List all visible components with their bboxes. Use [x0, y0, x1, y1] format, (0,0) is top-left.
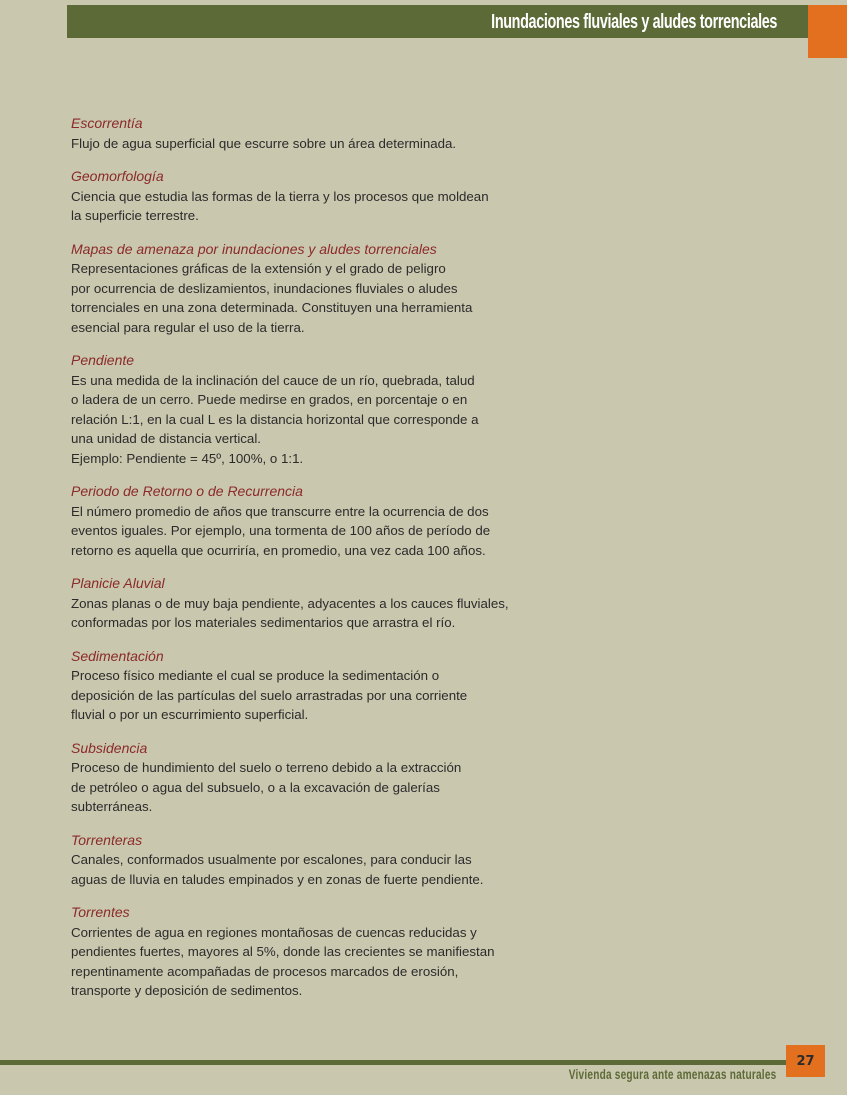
glossary-definition-line: una unidad de distancia vertical. [71, 431, 261, 446]
glossary-term: Torrenteras [71, 831, 143, 848]
glossary-entry [71, 114, 551, 153]
glossary-term: Sedimentación [71, 647, 164, 664]
glossary-definition-line: o ladera de un cerro. Puede medirse en grados, en porcentaje o en [71, 392, 468, 407]
page-number: 27 [786, 1045, 825, 1077]
glossary-definition-line: Flujo de agua superficial que escurre sobre un área determinada. [71, 135, 457, 151]
glossary-definition-line: Ciencia que estudia las formas de la tierra y los procesos que moldean [71, 188, 489, 204]
glossary-term: Planicie Aluvial [71, 575, 165, 591]
glossary-definition-line: retorno es aquella que ocurriría, en promedio, una vez cada 100 años. [71, 542, 486, 558]
glossary-definition-line: repentinamente acompañadas de procesos marcados de erosión, [71, 963, 459, 979]
glossary-entry [71, 903, 551, 1001]
glossary-entry [71, 739, 551, 817]
glossary-term: Pendiente [71, 352, 135, 368]
glossary-definition-line: relación L:1, en la cual L es la distancia horizontal que corresponde a [71, 411, 479, 427]
glossary-entry [71, 647, 551, 725]
glossary-definition-line: Proceso físico mediante el cual se produce la sedimentación o [71, 668, 440, 683]
glossary-definition-line: pendientes fuertes, mayores al 5%, donde las crecientes se manifiestan [71, 944, 495, 959]
glossary-entry [71, 482, 551, 560]
footer-bar [0, 1060, 786, 1065]
glossary-entry [71, 574, 551, 633]
glossary-definition-line: aguas de lluvia en taludes empinados y en zonas de fuerte pendiente. [71, 871, 484, 887]
glossary-term: Torrentes [71, 904, 130, 920]
glossary-term: Escorrentía [71, 115, 143, 131]
glossary [71, 114, 551, 1015]
glossary-definition-line: esencial para regular el uso de la tierra. [71, 319, 305, 335]
glossary-definition-line: Ejemplo: Pendiente = 45º, 100%, o 1:1. [71, 450, 304, 466]
glossary-definition-line: Proceso de hundimiento del suelo o terreno debido a la extracción [71, 760, 462, 775]
footer-title: Vivienda segura ante amenazas naturales [568, 1066, 776, 1082]
header-accent-tab [808, 5, 847, 58]
glossary-definition-line: torrenciales en una zona determinada. Constituyen una herramienta [71, 300, 473, 315]
glossary-term: Mapas de amenaza por inundaciones y aludes torrenciales [71, 240, 437, 257]
glossary-definition-line: eventos iguales. Por ejemplo, una tormenta de 100 años de período de [71, 523, 491, 538]
glossary-definition-line: Corrientes de agua en regiones montañosas de cuencas reducidas y [71, 924, 477, 940]
glossary-definition-line: subterráneas. [71, 799, 153, 814]
glossary-definition-line: de petróleo o agua del subsuelo, o a la excavación de galerías [71, 779, 440, 795]
glossary-definition-line: conformadas por los materiales sedimentarios que arrastra el río. [71, 615, 456, 630]
glossary-term: Subsidencia [71, 739, 148, 756]
glossary-definition-line: Representaciones gráficas de la extensión y el grado de peligro [71, 261, 446, 276]
glossary-term: Geomorfología [71, 168, 164, 184]
glossary-definition-line: Es una medida de la inclinación del cauce de un río, quebrada, talud [71, 372, 475, 388]
glossary-definition-line: fluvial o por un escurrimiento superficial. [71, 707, 309, 722]
glossary-definition-line: El número promedio de años que transcurre entre la ocurrencia de dos [71, 503, 489, 519]
header-bar [67, 5, 825, 38]
glossary-entry [71, 240, 551, 338]
glossary-definition-line: por ocurrencia de deslizamientos, inundaciones fluviales o aludes [71, 280, 458, 296]
glossary-definition-line: Zonas planas o de muy baja pendiente, adyacentes a los cauces fluviales, [71, 595, 509, 611]
glossary-entry [71, 831, 551, 890]
glossary-term: Periodo de Retorno o de Recurrencia [71, 483, 303, 499]
glossary-definition-line: deposición de las partículas del suelo arrastradas por una corriente [71, 687, 468, 703]
glossary-entry [71, 167, 551, 226]
page-title: Inundaciones fluviales y aludes torrenciales [491, 11, 777, 33]
glossary-definition-line: transporte y deposición de sedimentos. [71, 983, 303, 998]
glossary-entry [71, 351, 551, 468]
glossary-definition-line: Canales, conformados usualmente por escalones, para conducir las [71, 852, 472, 867]
glossary-definition-line: la superficie terrestre. [71, 208, 199, 223]
